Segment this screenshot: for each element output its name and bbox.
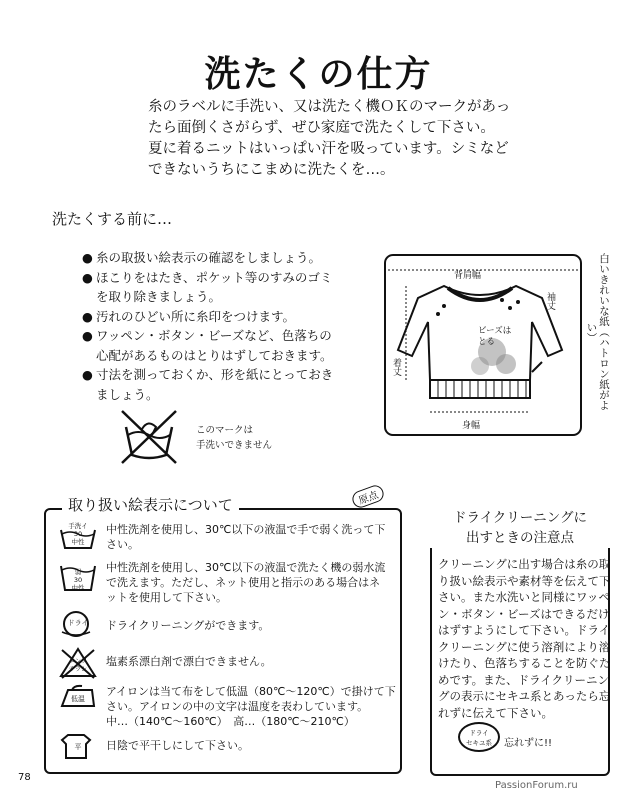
intro-line: たら面倒くさがらず、ぜひ家庭で洗たくして下さい。 xyxy=(148,120,495,136)
care-row-text: ドライクリーニングができます。 xyxy=(106,619,270,632)
list-item xyxy=(82,268,372,307)
care-row-text: 中性洗剤を使用し、30℃以下の液温で手で弱く洗って下 さい。 xyxy=(106,523,386,551)
no-handwash-icon xyxy=(118,405,180,467)
paper-side-note: 白いきれいな紙（ハトロン紙がよい） xyxy=(585,253,610,411)
dry-petroleum-badge: ドライ セキユ系 xyxy=(458,722,500,752)
care-row-text: アイロンは当て布をして低温（80℃〜120℃）で掛けて下 さい。アイロンの中の文字は温度を表わしています。 中…（140℃〜160℃） 高…（180℃〜210℃） xyxy=(106,685,396,728)
list-item xyxy=(82,365,372,404)
list-item-text: を取り除きましょう。 xyxy=(96,289,222,304)
dry-cleaning-body: クリーニングに出す場合は糸の取 り扱い絵表示や素材等を伝えて下 さい。また水洗いと同様にワッペ ン・ボタン・ビーズはできるだけ はずすようにして下さい。ドライ クリーニングに使う溶剤により溶 けたり、色落ちすることを防ぐた めです。また、ドライクリーニン グの表示にセキユ系とあったら忘 れずに伝えて下さい。 xyxy=(438,557,611,720)
beads-note: ビーズは とる xyxy=(478,326,512,347)
bullet-icon: ● xyxy=(82,250,93,265)
page-number: 78 xyxy=(18,772,31,783)
list-item xyxy=(82,307,372,327)
care-row-text: 塩素系漂白剤で漂白できません。 xyxy=(106,655,272,668)
tag-label: 原点 xyxy=(350,483,386,510)
page-title: 洗たくの仕方 xyxy=(204,54,433,95)
body-width-label: 身幅 xyxy=(462,421,481,431)
list-item-text: ましょう。 xyxy=(96,386,159,402)
intro-line: できないうちにこまめに洗たくを…。 xyxy=(148,162,395,178)
bullet-icon: ● xyxy=(82,308,93,324)
forget-note: 忘れずに!! xyxy=(504,738,553,749)
list-item-text: 寸法を測っておくか、形を紙にとっておき xyxy=(96,367,334,382)
list-item-text: ワッペン・ボタン・ビーズなど、色落ちの xyxy=(96,328,332,343)
bullet-icon: ● xyxy=(82,367,93,382)
no-handwash-note: このマークは 手洗いできません xyxy=(196,425,273,451)
care-row-text: 中性洗剤を使用し、30℃以下の液温で洗たく機の弱水流 で洗えます。ただし、ネット使用と指示のある場合はネ ットを使用して下さい。 xyxy=(106,561,386,604)
sleeve-length-label: 袖丈 xyxy=(545,292,555,310)
intro-line: 糸のラベルに手洗い、又は洗たく機ＯＫのマークがあっ xyxy=(148,99,511,115)
back-width-label: 背肩幅 xyxy=(454,271,482,281)
watermark: PassionForum.ru xyxy=(495,780,578,791)
list-item-text: 汚れのひどい所に糸印をつけます。 xyxy=(96,308,296,324)
list-item-text: ほこりをはたき、ポケット等のすみのゴミ xyxy=(96,269,333,285)
before-wash-list xyxy=(82,248,372,404)
list-item-text: 糸の取扱い絵表示の確認をしましょう。 xyxy=(96,250,322,265)
bullet-icon: ● xyxy=(82,328,93,343)
before-wash-heading: 洗たくする前に… xyxy=(52,210,173,228)
list-item-text: 心配があるものはとりはずしておきます。 xyxy=(96,347,333,363)
intro-paragraph xyxy=(148,97,548,181)
care-row-text: 日陰で平干しにして下さい。 xyxy=(106,739,249,752)
bullet-icon: ● xyxy=(82,269,93,285)
care-symbols-heading: 取り扱い絵表示について xyxy=(62,494,239,515)
length-label: 着丈 xyxy=(391,358,401,376)
intro-line: 夏に着るニットはいっぱい汗を吸っています。シミなど xyxy=(148,141,509,157)
list-item xyxy=(82,248,372,268)
dry-cleaning-heading: ドライクリーニングに 出すときの注意点 xyxy=(426,508,614,548)
list-item xyxy=(82,326,372,365)
